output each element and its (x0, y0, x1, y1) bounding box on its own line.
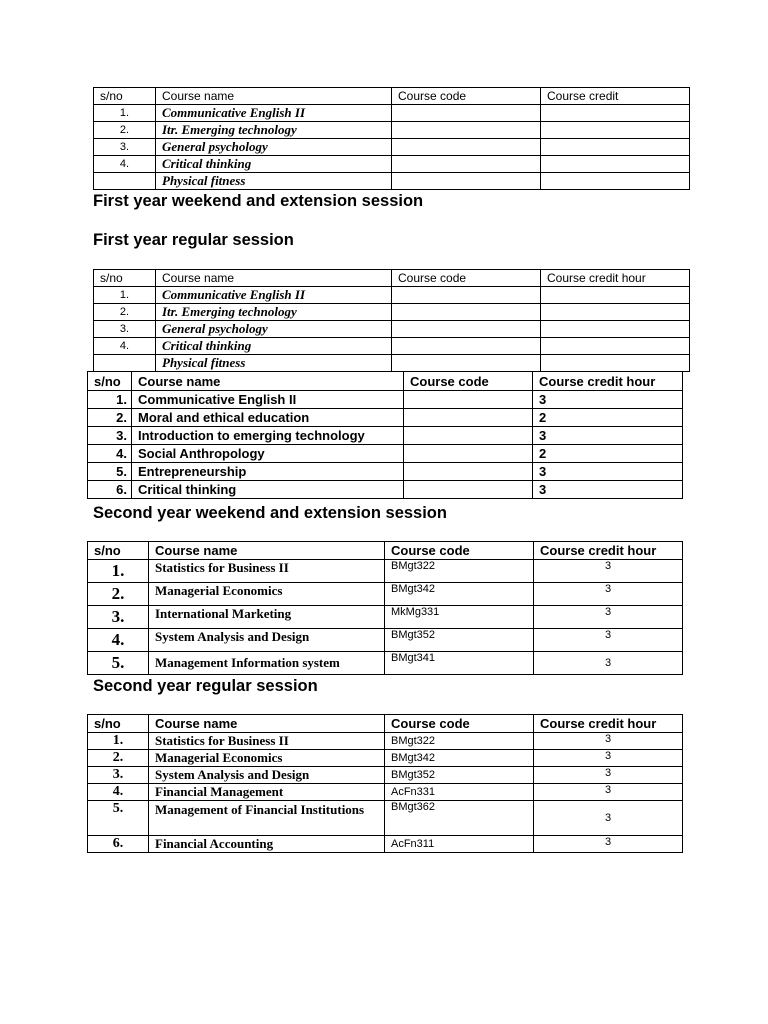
course-code (404, 445, 533, 463)
column-header: Course name (149, 715, 385, 733)
course-credit: 3 (534, 836, 683, 853)
serial-number: 4. (94, 156, 156, 173)
column-header: Course name (156, 88, 392, 105)
course-credit: 3 (534, 750, 683, 767)
course-name: Physical fitness (156, 355, 392, 372)
serial-number: 1. (88, 733, 149, 750)
column-header: Course credit hour (534, 542, 683, 560)
course-credit: 3 (533, 427, 683, 445)
serial-number: 2. (94, 122, 156, 139)
course-name: General psychology (156, 139, 392, 156)
course-credit: 3 (533, 481, 683, 499)
course-code (404, 391, 533, 409)
table-row (88, 463, 683, 481)
course-code (404, 427, 533, 445)
column-header: Course credit hour (533, 372, 683, 391)
course-credit (541, 338, 690, 355)
course-name: Financial Accounting (149, 836, 385, 853)
course-code (392, 287, 541, 304)
table-row (88, 733, 683, 750)
column-header: s/no (88, 542, 149, 560)
first-year-regular-course-table (93, 269, 690, 372)
course-credit: 2 (533, 445, 683, 463)
table-row (88, 583, 683, 606)
course-name: Financial Management (149, 784, 385, 801)
course-credit (541, 355, 690, 372)
serial-number: 2. (88, 750, 149, 767)
table-row (94, 355, 690, 372)
course-code: BMgt341 (385, 652, 534, 675)
serial-number: 4. (88, 445, 132, 463)
serial-number: 2. (88, 583, 149, 606)
table-row (88, 652, 683, 675)
serial-number: 1. (94, 105, 156, 122)
course-name: Management Information system (149, 652, 385, 675)
column-header: Course code (404, 372, 533, 391)
serial-number: 5. (88, 463, 132, 481)
course-code: BMgt362 (385, 801, 534, 836)
course-code: BMgt352 (385, 629, 534, 652)
course-name: Statistics for Business II (149, 733, 385, 750)
course-credit: 3 (534, 784, 683, 801)
table-row (94, 156, 690, 173)
column-header: Course code (385, 715, 534, 733)
section-heading: First year weekend and extension session (93, 192, 424, 210)
column-header: s/no (94, 88, 156, 105)
table-row (94, 304, 690, 321)
table-header-row (88, 372, 683, 391)
table-row (88, 784, 683, 801)
course-code (404, 409, 533, 427)
serial-number: 4. (88, 784, 149, 801)
course-name: Critical thinking (156, 156, 392, 173)
second-year-weekend-course-table (87, 541, 683, 675)
column-header: s/no (88, 715, 149, 733)
table-row (88, 427, 683, 445)
course-name: Itr. Emerging technology (156, 304, 392, 321)
course-credit (541, 304, 690, 321)
course-credit: 3 (534, 767, 683, 784)
serial-number: 1. (88, 560, 149, 583)
course-code: AcFn311 (385, 836, 534, 853)
course-code: BMgt352 (385, 767, 534, 784)
column-header: Course name (132, 372, 404, 391)
serial-number: 6. (88, 836, 149, 853)
course-code: BMgt342 (385, 750, 534, 767)
table-header-row (88, 542, 683, 560)
course-name: Communicative English II (156, 105, 392, 122)
course-code: MkMg331 (385, 606, 534, 629)
course-code (404, 481, 533, 499)
course-credit: 3 (534, 606, 683, 629)
table-row (94, 105, 690, 122)
course-name: System Analysis and Design (149, 767, 385, 784)
table-row (94, 122, 690, 139)
section-heading: First year regular session (93, 231, 294, 249)
course-credit (541, 156, 690, 173)
column-header: Course credit hour (534, 715, 683, 733)
course-credit: 3 (534, 652, 683, 675)
course-name: Managerial Economics (149, 583, 385, 606)
course-name: Managerial Economics (149, 750, 385, 767)
course-credit: 3 (534, 560, 683, 583)
table-row (94, 287, 690, 304)
table-row (88, 629, 683, 652)
course-code: BMgt342 (385, 583, 534, 606)
table-row (88, 445, 683, 463)
course-code (392, 122, 541, 139)
course-credit: 3 (534, 801, 683, 836)
table-row (88, 481, 683, 499)
table-header-row (88, 715, 683, 733)
serial-number: 4. (94, 338, 156, 355)
table-row (88, 560, 683, 583)
serial-number: 2. (94, 304, 156, 321)
serial-number: 3. (94, 321, 156, 338)
course-code (392, 321, 541, 338)
course-code (392, 355, 541, 372)
course-credit: 3 (534, 733, 683, 750)
serial-number: 4. (88, 629, 149, 652)
course-code (404, 463, 533, 481)
first-year-weekend-course-table (93, 87, 690, 190)
course-credit (541, 173, 690, 190)
section-heading: Second year weekend and extension session (93, 504, 447, 522)
table-row (88, 606, 683, 629)
column-header: Course name (149, 542, 385, 560)
course-credit (541, 105, 690, 122)
table-row (94, 321, 690, 338)
course-name: Communicative English II (156, 287, 392, 304)
course-name: Critical thinking (132, 481, 404, 499)
course-name: Moral and ethical education (132, 409, 404, 427)
table-row (94, 139, 690, 156)
course-name: Entrepreneurship (132, 463, 404, 481)
course-credit (541, 321, 690, 338)
course-name: System Analysis and Design (149, 629, 385, 652)
course-name: General psychology (156, 321, 392, 338)
table-row (94, 173, 690, 190)
serial-number: 3. (94, 139, 156, 156)
course-name: International Marketing (149, 606, 385, 629)
serial-number: 2. (88, 409, 132, 427)
serial-number: 6. (88, 481, 132, 499)
course-credit: 3 (534, 629, 683, 652)
course-code (392, 304, 541, 321)
serial-number: 3. (88, 427, 132, 445)
table-header-row (94, 88, 690, 105)
table-row (94, 338, 690, 355)
table-row (88, 750, 683, 767)
course-name: Physical fitness (156, 173, 392, 190)
course-code: BMgt322 (385, 560, 534, 583)
column-header: Course name (156, 270, 392, 287)
course-code: AcFn331 (385, 784, 534, 801)
course-credit: 3 (533, 391, 683, 409)
course-credit (541, 287, 690, 304)
table-row (88, 801, 683, 836)
course-code (392, 338, 541, 355)
second-year-regular-course-table (87, 714, 683, 853)
serial-number: 3. (88, 767, 149, 784)
course-name: Critical thinking (156, 338, 392, 355)
column-header: Course credit (541, 88, 690, 105)
serial-number: 5. (88, 801, 149, 836)
first-year-regular-credit-table (87, 371, 683, 499)
course-credit: 3 (533, 463, 683, 481)
column-header: Course code (385, 542, 534, 560)
course-credit (541, 122, 690, 139)
course-credit (541, 139, 690, 156)
table-row (88, 767, 683, 784)
serial-number (94, 355, 156, 372)
course-code (392, 156, 541, 173)
course-name: Management of Financial Institutions (149, 801, 385, 836)
column-header: Course code (392, 270, 541, 287)
course-credit: 2 (533, 409, 683, 427)
column-header: Course credit hour (541, 270, 690, 287)
table-header-row (94, 270, 690, 287)
serial-number: 1. (94, 287, 156, 304)
table-row (88, 836, 683, 853)
serial-number: 1. (88, 391, 132, 409)
table-row (88, 409, 683, 427)
serial-number: 5. (88, 652, 149, 675)
serial-number (94, 173, 156, 190)
course-code (392, 173, 541, 190)
course-name: Introduction to emerging technology (132, 427, 404, 445)
course-name: Itr. Emerging technology (156, 122, 392, 139)
course-name: Social Anthropology (132, 445, 404, 463)
column-header: s/no (94, 270, 156, 287)
serial-number: 3. (88, 606, 149, 629)
course-code (392, 105, 541, 122)
course-code (392, 139, 541, 156)
column-header: s/no (88, 372, 132, 391)
table-row (88, 391, 683, 409)
column-header: Course code (392, 88, 541, 105)
section-heading: Second year regular session (93, 677, 318, 695)
course-name: Communicative English II (132, 391, 404, 409)
course-credit: 3 (534, 583, 683, 606)
course-code: BMgt322 (385, 733, 534, 750)
course-name: Statistics for Business II (149, 560, 385, 583)
